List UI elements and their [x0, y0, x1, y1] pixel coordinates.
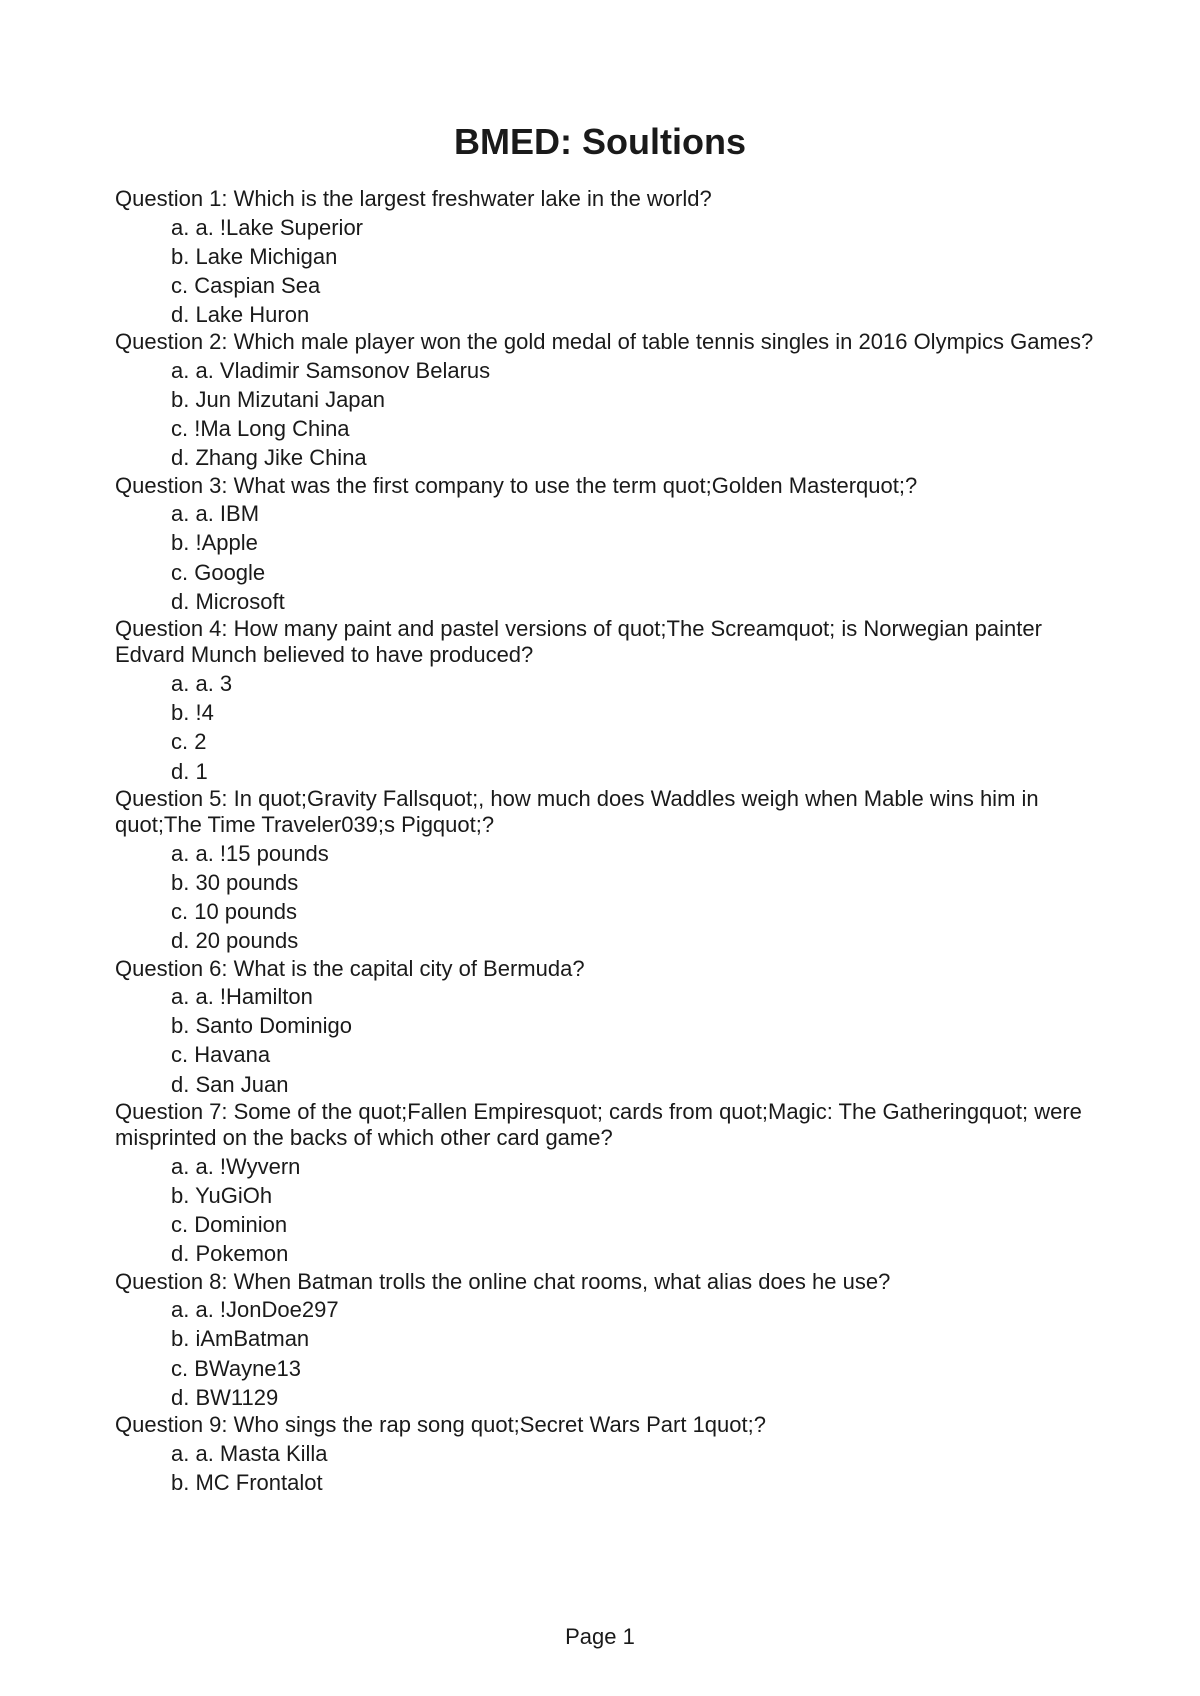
answer-option: a. a. Masta Killa [171, 1440, 328, 1466]
answer-option: d. BW1129 [171, 1384, 279, 1410]
answer-option: d. Zhang Jike China [171, 445, 367, 471]
answer-option: a. a. !Lake Superior [171, 214, 364, 240]
question-text: Question 9: Who sings the rap song quot;Secret Wars Part 1quot;? [115, 1412, 766, 1437]
answer-option: d. 20 pounds [171, 928, 299, 954]
answer-option: b. !Apple [171, 530, 258, 556]
answer-option: c. BWayne13 [171, 1355, 302, 1381]
answer-option: c. Dominion [171, 1212, 288, 1238]
answer-option: a. a. IBM [171, 501, 260, 527]
question-block [115, 329, 1115, 472]
question-text: Question 4: How many paint and pastel versions of quot;The Screamquot; is Norwegian painter Edvard Munch believed to have produced? [115, 615, 1042, 668]
answer-option: b. Santo Dominigo [171, 1013, 352, 1039]
page-number: Page 1 [565, 1624, 635, 1649]
question-block [115, 1269, 1115, 1412]
answer-option: d. Pokemon [171, 1241, 289, 1267]
question-text: Question 7: Some of the quot;Fallen Empiresquot; cards from quot;Magic: The Gatheringquot; were misprinted on the backs of which other card game? [115, 1098, 1082, 1151]
question-block [115, 786, 1115, 956]
answer-option: c. Google [171, 559, 266, 585]
question-text: Question 8: When Batman trolls the online chat rooms, what alias does he use? [115, 1268, 891, 1294]
answer-option: a. a. !Hamilton [171, 984, 313, 1010]
question-block [115, 1412, 1115, 1497]
answer-option: c. !Ma Long China [171, 416, 350, 442]
answer-option: d. Lake Huron [171, 302, 310, 328]
question-text: Question 1: Which is the largest freshwater lake in the world? [115, 186, 712, 211]
question-block [115, 473, 1115, 616]
answer-option: a. a. !Wyvern [171, 1153, 301, 1179]
answer-option: a. a. 3 [171, 670, 233, 696]
answer-option: d. Microsoft [171, 588, 285, 614]
answer-option: a. a. !JonDoe297 [171, 1297, 339, 1323]
answer-option: b. 30 pounds [171, 869, 299, 895]
answer-option: a. a. !15 pounds [171, 840, 329, 866]
answer-option: b. iAmBatman [171, 1326, 310, 1352]
answer-option: d. San Juan [171, 1071, 289, 1097]
answer-option: b. Lake Michigan [171, 243, 338, 269]
question-block [115, 956, 1115, 1099]
answer-option: b. YuGiOh [171, 1183, 273, 1209]
answer-option: c. 2 [171, 729, 207, 755]
answer-option: c. 10 pounds [171, 899, 297, 925]
question-block [115, 186, 1115, 329]
answer-option: b. Jun Mizutani Japan [171, 387, 386, 413]
answer-option: d. 1 [171, 758, 208, 784]
answer-option: b. MC Frontalot [171, 1469, 323, 1495]
question-text: Question 2: Which male player won the gold medal of table tennis singles in 2016 Olympics Games? [115, 329, 1094, 355]
question-block [115, 1099, 1115, 1269]
answer-option: a. a. Vladimir Samsonov Belarus [171, 357, 491, 383]
answer-option: c. Havana [171, 1042, 271, 1068]
question-text: Question 3: What was the first company to use the term quot;Golden Masterquot;? [115, 472, 918, 498]
question-text: Question 6: What is the capital city of Bermuda? [115, 955, 585, 981]
question-block [115, 616, 1115, 786]
answer-option: c. Caspian Sea [171, 272, 321, 298]
page-title: BMED: Soultions [454, 121, 746, 162]
question-text: Question 5: In quot;Gravity Fallsquot;, how much does Waddles weigh when Mable wins him in quot;The Time Traveler039;s Pigquot;? [115, 785, 1039, 838]
question-list [115, 186, 1115, 1497]
answer-option: b. !4 [171, 700, 214, 726]
